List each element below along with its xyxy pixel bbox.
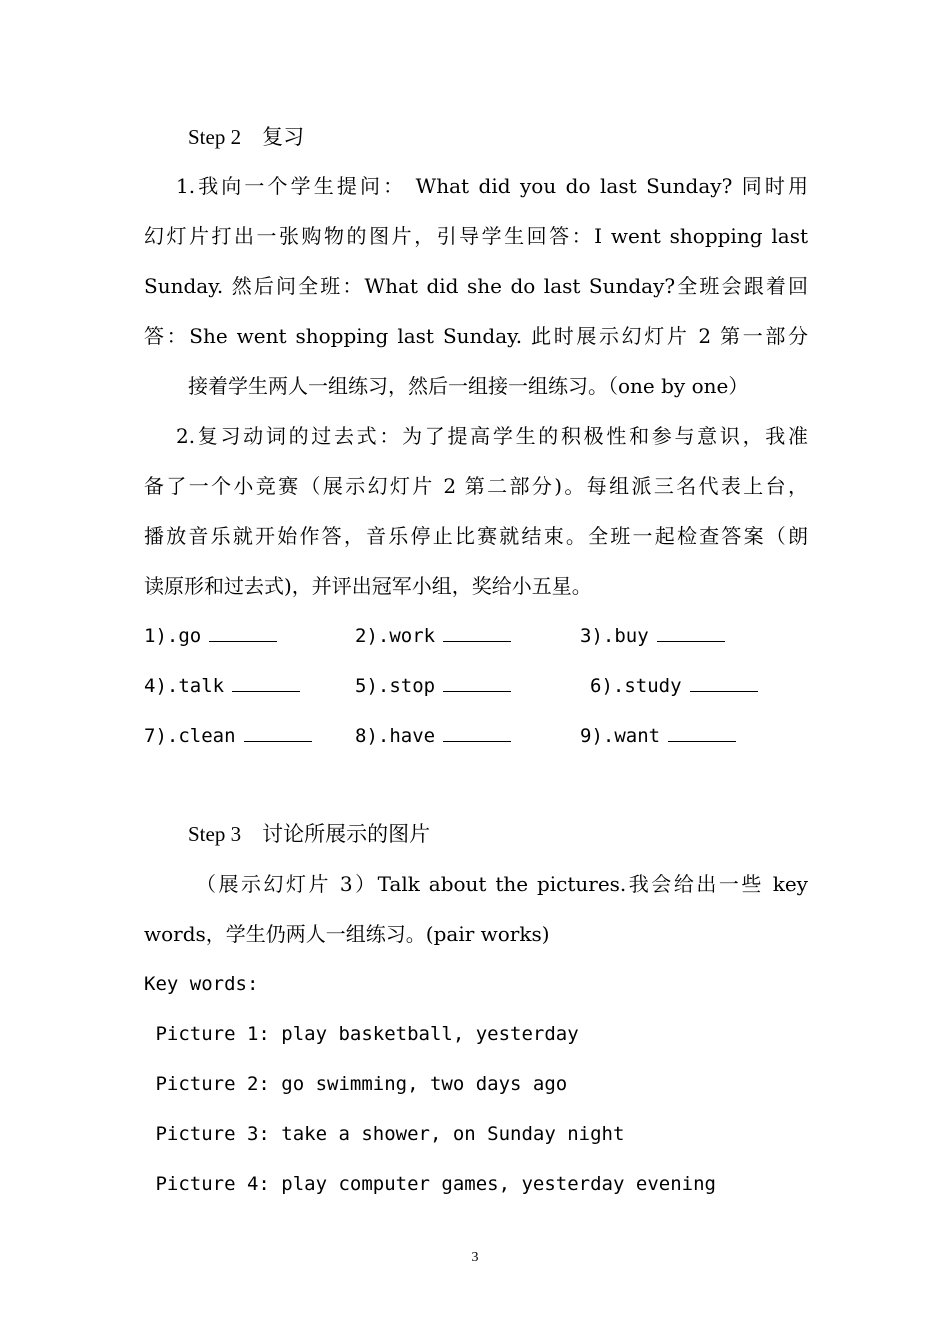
exercise-item: 7).clean — [144, 723, 312, 749]
answer-blank — [443, 623, 511, 642]
answer-blank — [690, 673, 758, 692]
answer-blank — [668, 723, 736, 742]
key-words-picture-3: Picture 3: take a shower, on Sunday night — [144, 1123, 625, 1145]
exercise-item: 1).go — [144, 623, 277, 649]
exercise-item: 3).buy — [580, 623, 725, 649]
answer-blank — [657, 623, 725, 642]
exercise-item: 5).stop — [355, 673, 511, 699]
step3-line-1: （展示幻灯片 3）Talk about the pictures.我会给出一些 key — [196, 872, 808, 896]
step2-line-4: 答：She went shopping last Sunday. 此时展示幻灯片 2 第一部分 — [144, 324, 808, 348]
step2-line-2: 幻灯片打出一张购物的图片，引导学生回答：I went shopping last — [144, 224, 808, 248]
exercise-item: 8).have — [355, 723, 511, 749]
answer-blank — [443, 723, 511, 742]
step2-line-6: 2.复习动词的过去式：为了提高学生的积极性和参与意识，我准 — [176, 424, 808, 448]
step3-heading: Step 3 讨论所展示的图片 — [188, 822, 431, 846]
answer-blank — [232, 673, 300, 692]
exercise-item: 6).study — [590, 673, 758, 699]
step2-line-9: 读原形和过去式)，并评出冠军小组，奖给小五星。 — [144, 574, 592, 598]
answer-blank — [209, 623, 277, 642]
step2-line-5: 接着学生两人一组练习，然后一组接一组练习。（one by one） — [188, 374, 749, 398]
page-number: 3 — [471, 1250, 479, 1265]
key-words-picture-2: Picture 2: go swimming, two days ago — [144, 1073, 568, 1095]
step2-line-1: 1.我向一个学生提问： What did you do last Sunday? 同时用 — [176, 174, 808, 198]
answer-blank — [244, 723, 312, 742]
key-words-label: Key words: — [144, 973, 259, 995]
exercise-item: 2).work — [355, 623, 511, 649]
exercise-item: 9).want — [580, 723, 736, 749]
exercise-item: 4).talk — [144, 673, 300, 699]
step2-line-3: Sunday. 然后问全班：What did she do last Sunday?全班会跟着回 — [144, 274, 808, 298]
key-words-picture-4: Picture 4: play computer games, yesterday evening — [144, 1173, 716, 1195]
answer-blank — [443, 673, 511, 692]
step2-line-7: 备了一个小竞赛（展示幻灯片 2 第二部分)。每组派三名代表上台， — [144, 474, 808, 498]
step2-line-8: 播放音乐就开始作答，音乐停止比赛就结束。全班一起检查答案（朗 — [144, 524, 808, 548]
key-words-picture-1: Picture 1: play basketball, yesterday — [144, 1023, 579, 1045]
step3-line-2: words，学生仍两人一组练习。(pair works) — [144, 922, 550, 946]
step2-heading: Step 2 复习 — [188, 125, 305, 149]
